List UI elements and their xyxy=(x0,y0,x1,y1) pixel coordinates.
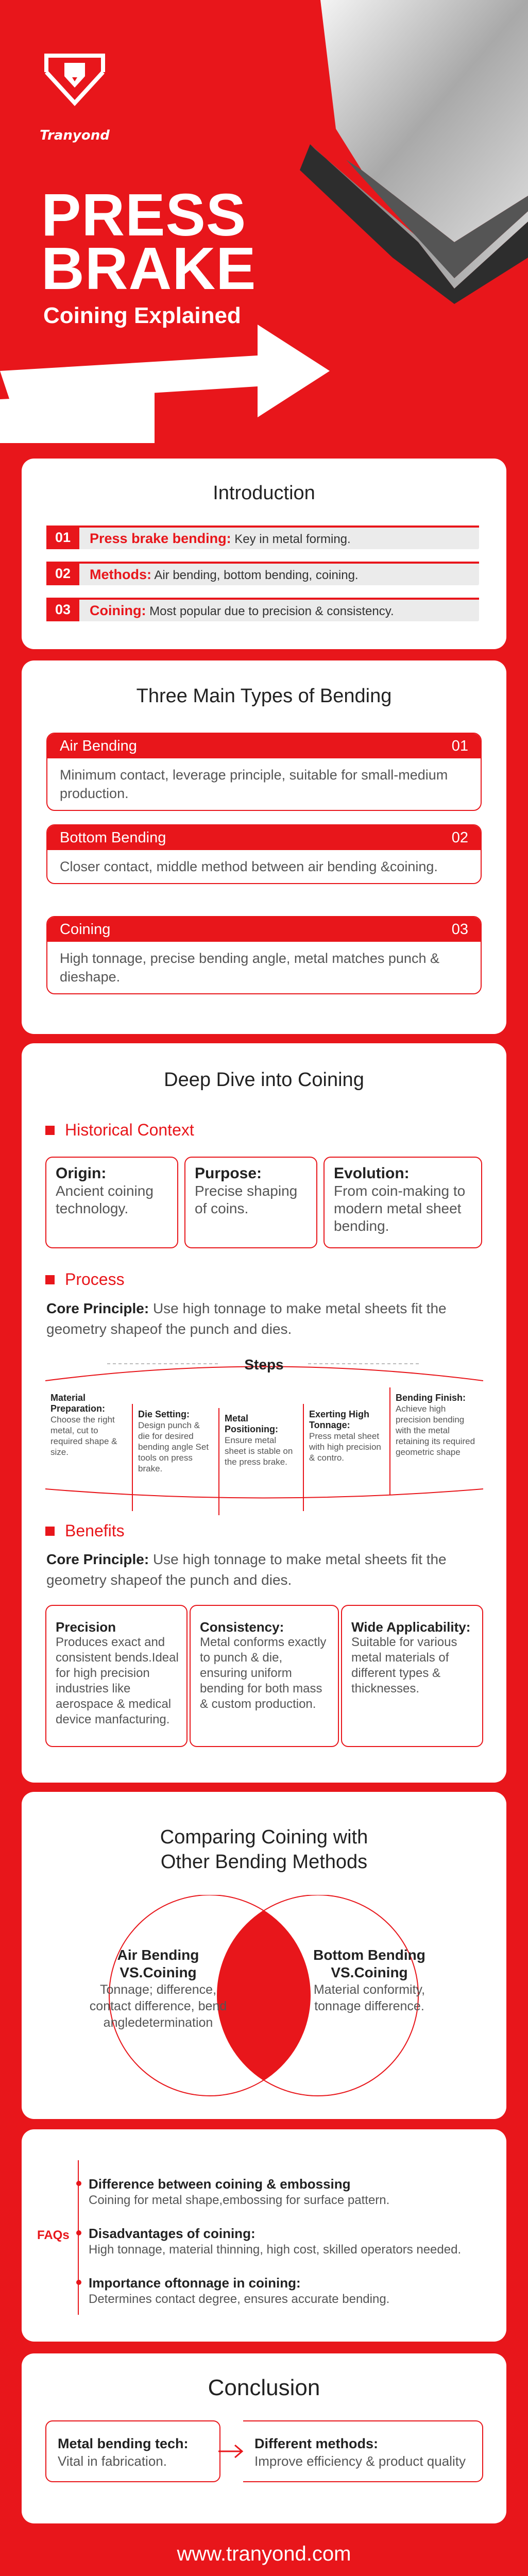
faq-answer: High tonnage, material thinning, high cost, skilled operators needed. xyxy=(89,2243,462,2257)
history-evolution xyxy=(323,1157,482,1248)
intro-bar xyxy=(79,526,479,528)
process-heading-text: Process xyxy=(65,1270,125,1289)
step-text: Ensure metal sheet is stable on the press brake. xyxy=(225,1435,293,1467)
history-heading-text: Historical Context xyxy=(65,1121,194,1139)
history-text: Ancient coining technology. xyxy=(56,1183,154,1216)
comparison-title xyxy=(22,1792,506,1874)
type-desc: Closer contact, middle method between air bending &coining. xyxy=(60,859,438,874)
intro-label: Coining: xyxy=(90,603,146,618)
faq-dot-icon xyxy=(76,2181,81,2186)
type-name: Bottom Bending xyxy=(60,829,166,846)
step-label: Bending Finish: xyxy=(396,1393,466,1403)
venn-right xyxy=(300,1946,439,2014)
type-desc: High tonnage, precise bending angle, metal matches punch & dieshape. xyxy=(60,951,439,985)
steps-label: Steps xyxy=(244,1357,284,1372)
intro-label: Press brake bending: xyxy=(90,531,231,546)
benefit-text: Metal conforms exactly to punch & die, ensuring uniform bending for both mass & custom production. xyxy=(200,1635,327,1711)
benefit-wide-applicability xyxy=(341,1605,483,1747)
intro-item xyxy=(46,598,479,621)
type-header xyxy=(47,825,481,850)
intro-desc: Most popular due to precision & consistency. xyxy=(149,604,394,618)
benefit-text: Suitable for various metal materials of different types & thicknesses. xyxy=(351,1635,457,1696)
venn-left xyxy=(89,1946,228,2031)
deep-dive-title: Deep Dive into Coining xyxy=(164,1069,364,1091)
introduction-title: Introduction xyxy=(213,482,315,504)
venn-left-title: Air Bending xyxy=(117,1947,199,1963)
conclusion-left xyxy=(45,2420,220,2482)
benefits-heading xyxy=(45,1521,125,1540)
logo-mark-icon xyxy=(36,46,113,124)
core-label: Core Principle: xyxy=(46,1300,149,1316)
intro-bar xyxy=(79,562,479,564)
comparison-card xyxy=(22,1792,506,2119)
footer-url[interactable]: www.tranyond.com xyxy=(177,2543,351,2565)
intro-item xyxy=(46,526,479,549)
faq-dot-icon xyxy=(76,2280,81,2285)
faq-answer: Coining for metal shape,embossing for surface pattern. xyxy=(89,2193,390,2207)
type-name: Air Bending xyxy=(60,738,137,754)
step-text: Design punch & die for desired bending angle Set tools on press brake. xyxy=(138,1420,209,1473)
introduction-card xyxy=(22,459,506,649)
type-number: 02 xyxy=(451,829,468,846)
faq-item xyxy=(89,2225,461,2258)
deep-dive-card xyxy=(22,1043,506,1783)
step-item xyxy=(45,1387,132,1495)
hero-title-line2: BRAKE xyxy=(41,235,257,302)
benefit-text: Produces exact and consistent bends.Ideal for high precision industries like aerospace & medical device manfacturing. xyxy=(56,1635,179,1726)
history-label: Purpose: xyxy=(195,1165,262,1182)
faq-answer: Determines contact degree, ensures accurate bending. xyxy=(89,2292,390,2306)
benefit-label: Consistency: xyxy=(200,1619,284,1635)
conclusion-label: Different methods: xyxy=(254,2436,379,2451)
intro-item xyxy=(46,562,479,585)
venn-right-subtitle: VS.Coining xyxy=(331,1964,408,1980)
hero xyxy=(0,0,528,453)
conclusion-text: Vital in fabrication. xyxy=(58,2453,167,2469)
benefit-consistency xyxy=(190,1605,339,1747)
benefits-heading-text: Benefits xyxy=(65,1521,125,1540)
faq-question: Importance oftonnage in coining: xyxy=(89,2275,301,2291)
type-number: 03 xyxy=(451,921,468,938)
type-air-bending xyxy=(46,733,482,811)
core-text: Use high tonnage to make metal sheets fit the geometry shapeof the punch and dies. xyxy=(46,1551,447,1588)
faq-dot-icon xyxy=(76,2230,81,2235)
bending-types-title: Three Main Types of Bending xyxy=(136,685,392,707)
bending-types-card xyxy=(22,660,506,1034)
faq-item xyxy=(89,2176,389,2209)
type-name: Coining xyxy=(60,921,111,938)
faq-question: Difference between coining & embossing xyxy=(89,2176,351,2192)
step-label: Exerting High Tonnage: xyxy=(309,1409,370,1430)
step-text: Press metal sheet with high precision & contro. xyxy=(309,1431,381,1463)
venn-right-title: Bottom Bending xyxy=(313,1947,425,1963)
intro-bar xyxy=(79,598,479,600)
conclusion-text: Improve efficiency & product quality xyxy=(254,2453,466,2469)
step-text: Achieve high precision bending with the metal retaining its required geometric shape xyxy=(396,1404,475,1457)
square-icon xyxy=(45,1126,55,1135)
intro-desc: Air bending, bottom bending, coining. xyxy=(154,568,359,582)
history-heading xyxy=(45,1121,194,1140)
step-item xyxy=(389,1387,483,1495)
square-icon xyxy=(45,1275,55,1284)
history-purpose xyxy=(184,1157,317,1248)
history-origin xyxy=(45,1157,178,1248)
conclusion-label: Metal bending tech: xyxy=(58,2436,189,2451)
process-core-principle xyxy=(46,1298,489,1340)
arrow-right-icon xyxy=(218,2443,245,2460)
hero-title-line1: PRESS xyxy=(41,181,247,248)
history-label: Evolution: xyxy=(334,1165,410,1182)
intro-number: 03 xyxy=(46,598,79,621)
arrow-right-icon xyxy=(0,309,340,443)
conclusion-title: Conclusion xyxy=(208,2375,320,2400)
logo-text: Tranyond xyxy=(40,128,110,143)
venn-left-subtitle: VS.Coining xyxy=(120,1964,197,1980)
comparison-title-line2: Other Bending Methods xyxy=(160,1851,368,1873)
faq-item xyxy=(89,2275,389,2308)
intro-desc: Key in metal forming. xyxy=(234,532,351,546)
core-text: Use high tonnage to make metal sheets fit the geometry shapeof the punch and dies. xyxy=(46,1300,447,1337)
history-label: Origin: xyxy=(56,1165,107,1182)
venn-right-text: Material conformity, tonnage difference. xyxy=(313,1982,425,2013)
type-bottom-bending xyxy=(46,824,482,884)
step-label: Material Preparation: xyxy=(50,1393,106,1414)
step-label: Die Setting: xyxy=(138,1409,190,1419)
benefits-core-principle xyxy=(46,1549,489,1590)
history-text: From coin-making to modern metal sheet bending. xyxy=(334,1183,466,1234)
intro-text xyxy=(90,566,359,584)
benefit-label: Precision xyxy=(56,1619,116,1635)
type-header xyxy=(47,734,481,758)
square-icon xyxy=(45,1527,55,1536)
step-label: Metal Positioning: xyxy=(225,1413,278,1434)
history-text: Precise shaping of coins. xyxy=(195,1183,298,1216)
faqs-card xyxy=(22,2129,506,2342)
faqs-label: FAQs xyxy=(37,2228,70,2242)
intro-text xyxy=(90,530,351,548)
process-heading xyxy=(45,1270,125,1289)
step-text: Choose the right metal, cut to required shape & size. xyxy=(50,1415,117,1457)
press-brake-tool-image xyxy=(300,0,528,304)
conclusion-right xyxy=(243,2420,483,2482)
hero-title xyxy=(41,181,257,302)
type-desc: Minimum contact, leverage principle, suitable for small-medium production. xyxy=(60,767,448,801)
intro-text xyxy=(90,602,394,620)
brand-logo xyxy=(36,46,113,149)
intro-label: Methods: xyxy=(90,567,151,582)
comparison-title-line1: Comparing Coining with xyxy=(160,1826,368,1848)
venn-left-text: Tonnage; difference, contact difference, bend angledetermination xyxy=(89,1982,227,2030)
type-number: 01 xyxy=(451,738,468,754)
intro-number: 02 xyxy=(46,562,79,585)
faq-question: Disadvantages of coining: xyxy=(89,2226,256,2241)
intro-number: 01 xyxy=(46,526,79,549)
core-label: Core Principle: xyxy=(46,1551,149,1567)
conclusion-card xyxy=(22,2353,506,2523)
hero-subtitle: Coining Explained xyxy=(43,303,241,328)
steps-base-curve xyxy=(45,1486,483,1507)
benefit-label: Wide Applicability: xyxy=(351,1619,471,1635)
type-coining xyxy=(46,916,482,994)
type-header xyxy=(47,917,481,942)
benefit-precision xyxy=(45,1605,188,1747)
